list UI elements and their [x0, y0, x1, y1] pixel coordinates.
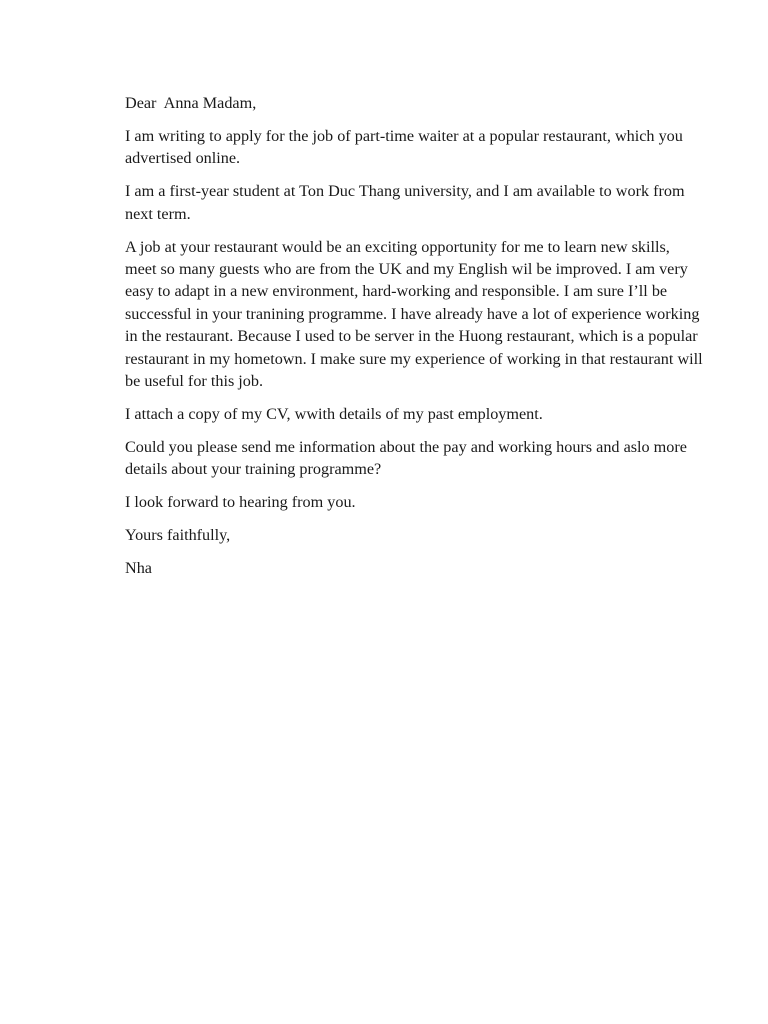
letter-paragraph-cv: I attach a copy of my CV, wwith details of my past employment.: [125, 404, 543, 423]
letter-paragraph-availability: I am a first-year student at Ton Duc Thang university, and I am available to work from next term.: [125, 182, 689, 223]
letter-paragraph-forward: I look forward to hearing from you.: [125, 493, 356, 512]
letter-document: [125, 92, 705, 590]
letter-salutation: Dear Anna Madam,: [125, 94, 257, 112]
letter-paragraph-intro: I am writing to apply for the job of part-time waiter at a popular restaurant, which you advertised online.: [125, 126, 687, 168]
letter-paragraph-motivation: A job at your restaurant would be an exciting opportunity for me to learn new skills, meet so many guests who are from the UK and my English wil be improved. I am very easy to adapt in a new environment, hard-working and responsible. I am sure I’ll be successful in your tranining programme. I have already have a lot of experience working in the restaurant. Because I used to be server in the Huong restaurant, which is a popular restaurant in my hometown. I make sure my experience of working in that restaurant will be useful for this job.: [125, 237, 707, 390]
letter-paragraph-request: Could you please send me information about the pay and working hours and aslo more details about your training programme?: [125, 437, 691, 479]
letter-closing: Yours faithfully,: [125, 526, 231, 544]
letter-signature: Nha: [125, 558, 152, 577]
